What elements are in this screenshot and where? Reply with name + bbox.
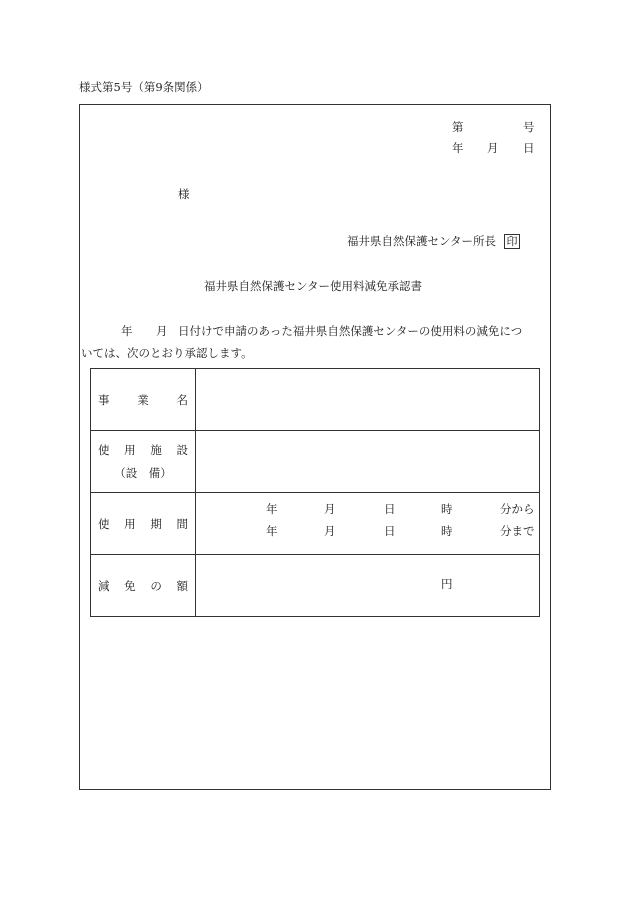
to-month: 月: [324, 523, 336, 538]
label-facility-sub: （設 備）: [114, 466, 172, 480]
label-period: 使 用 期 間: [91, 493, 196, 555]
from-minute: 分から: [500, 501, 535, 516]
value-reduction: [196, 555, 540, 617]
from-year: 年: [266, 501, 278, 516]
approval-table: [90, 368, 540, 617]
row-period: [91, 493, 540, 555]
issuer-name: 福井県自然保護センター所長: [347, 234, 497, 248]
body-line1: 日付けで申請のあった福井県自然保護センターの使用料の減免につ: [178, 324, 523, 338]
body-year: 年: [121, 324, 133, 338]
document-title: 福井県自然保護センター使用料減免承認書: [204, 279, 423, 293]
value-project-name: [196, 369, 540, 431]
to-hour: 時: [441, 523, 453, 538]
doc-number-suffix: 号: [523, 120, 535, 134]
label-reduction: 減 免 の 額: [91, 555, 196, 617]
row-reduction: [91, 555, 540, 617]
row-facility: [91, 431, 540, 493]
to-day: 日: [384, 523, 396, 538]
addressee-honorific: 様: [178, 187, 190, 201]
label-project-name: 事 業 名: [91, 369, 196, 431]
value-facility: [196, 431, 540, 493]
reduction-unit: 円: [441, 576, 453, 591]
date-year: 年: [452, 141, 464, 155]
to-minute: 分まで: [500, 523, 535, 538]
date-month: 月: [487, 141, 499, 155]
from-day: 日: [384, 501, 396, 516]
from-month: 月: [324, 501, 336, 516]
date-day: 日: [523, 141, 535, 155]
from-hour: 時: [441, 501, 453, 516]
label-facility: 使 用 施 設 （設 備）: [91, 431, 196, 493]
form-number: 様式第5号（第9条関係）: [79, 80, 209, 94]
row-project-name: [91, 369, 540, 431]
issuer: [347, 234, 520, 249]
to-year: 年: [266, 523, 278, 538]
body-month: 月: [156, 324, 168, 338]
doc-number-prefix: 第: [452, 120, 464, 134]
body-line2: いては、次のとおり承認します。: [81, 346, 253, 360]
seal-mark: 印: [504, 234, 520, 249]
value-period: [196, 493, 540, 555]
